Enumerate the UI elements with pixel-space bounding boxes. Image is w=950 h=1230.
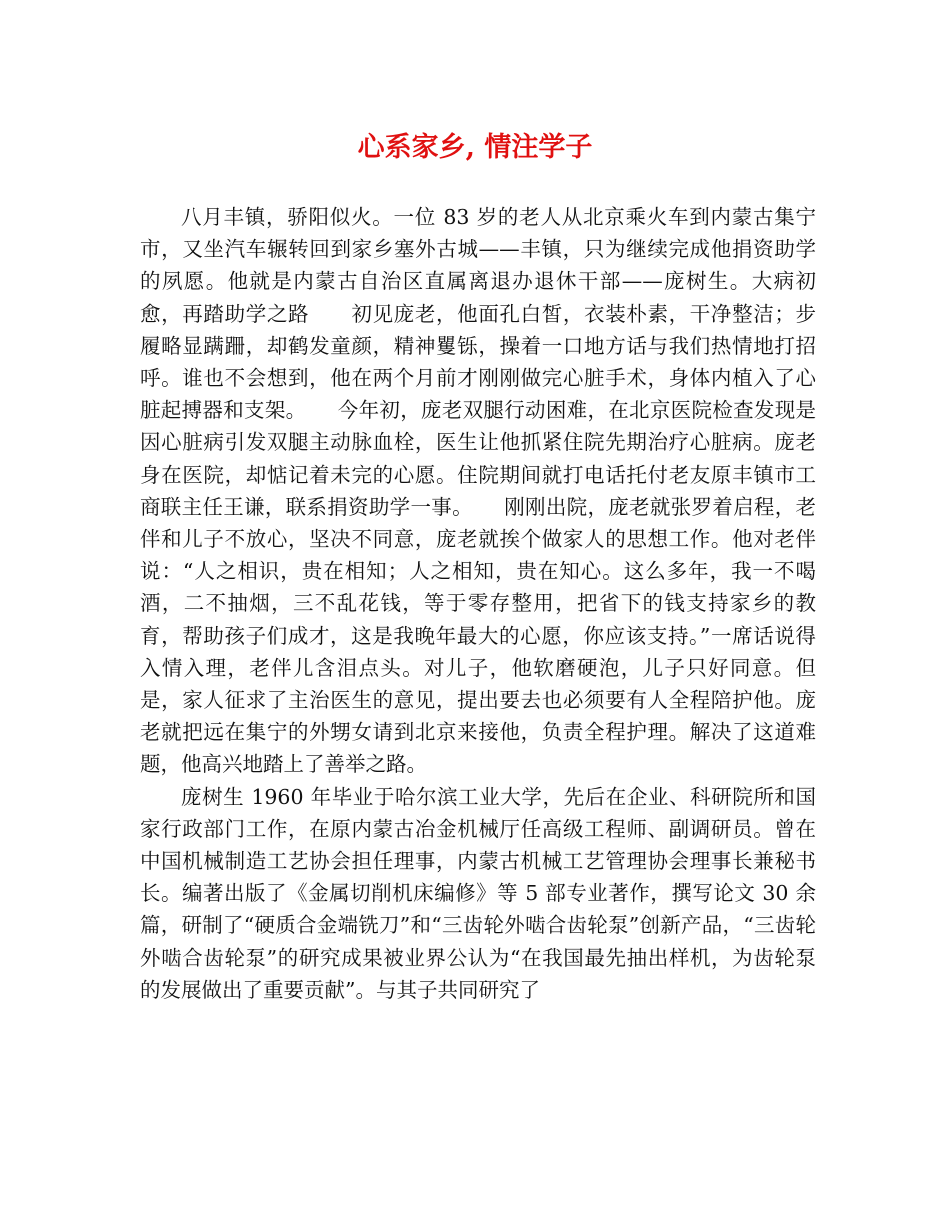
page-title: 心系家乡, 情注学子 [357, 132, 593, 163]
article-body [140, 201, 816, 1006]
paragraph-1: 八月丰镇，骄阳似火。一位 83 岁的老人从北京乘火车到内蒙古集宁市，又坐汽车辗转回到家乡塞外古城——丰镇，只为继续完成他捐资助学的夙愿。他就是内蒙古自治区直属离退办退休干部——庞树生。大病初愈，再踏助学之路 初见庞老，他面孔白皙，衣装朴素，干净整洁；步履略显蹒跚，却鹤发童颜，精神矍铄，操着一口地方话与我们热情地打招呼。谁也不会想到，他在两个月前才刚刚做完心脏手术，身体内植入了心脏起搏器和支架。 今年初，庞老双腿行动困难，在北京医院检查发现是因心脏病引发双腿主动脉血栓，医生让他抓紧住院先期治疗心脏病。庞老身在医院，却惦记着未完的心愿。住院期间就打电话托付老友原丰镇市工商联主任王谦，联系捐资助学一事。 刚刚出院，庞老就张罗着启程，老伴和儿子不放心，坚决不同意，庞老就挨个做家人的思想工作。他对老伴说：“人之相识，贵在相知；人之相知，贵在知心。这么多年，我一不喝酒，二不抽烟，三不乱花钱，等于零存整用，把省下的钱支持家乡的教育，帮助孩子们成才，这是我晚年最大的心愿，你应该支持。”一席话说得入情入理，老伴儿含泪点头。对儿子，他软磨硬泡，儿子只好同意。但是，家人征求了主治医生的意见，提出要去也必须要有人全程陪护他。庞老就把远在集宁的外甥女请到北京来接他，负责全程护理。解决了这道难题，他高兴地踏上了善举之路。 [140, 205, 816, 777]
paragraph-2: 庞树生 1960 年毕业于哈尔滨工业大学，先后在企业、科研院所和国家行政部门工作，在原内蒙古冶金机械厅任高级工程师、副调研员。曾在中国机械制造工艺协会担任理事，内蒙古机械工艺管理协会理事长兼秘书长。编著出版了《金属切削机床编修》等 5 部专业著作，撰写论文 30 余篇，研制了“硬质合金端铣刀”和“三齿轮外啮合齿轮泵”创新产品，“三齿轮外啮合齿轮泵”的研究成果被业界公认为“在我国最先抽出样机，为齿轮泵的发展做出了重要贡献”。与其子共同研究了 [140, 784, 816, 1002]
